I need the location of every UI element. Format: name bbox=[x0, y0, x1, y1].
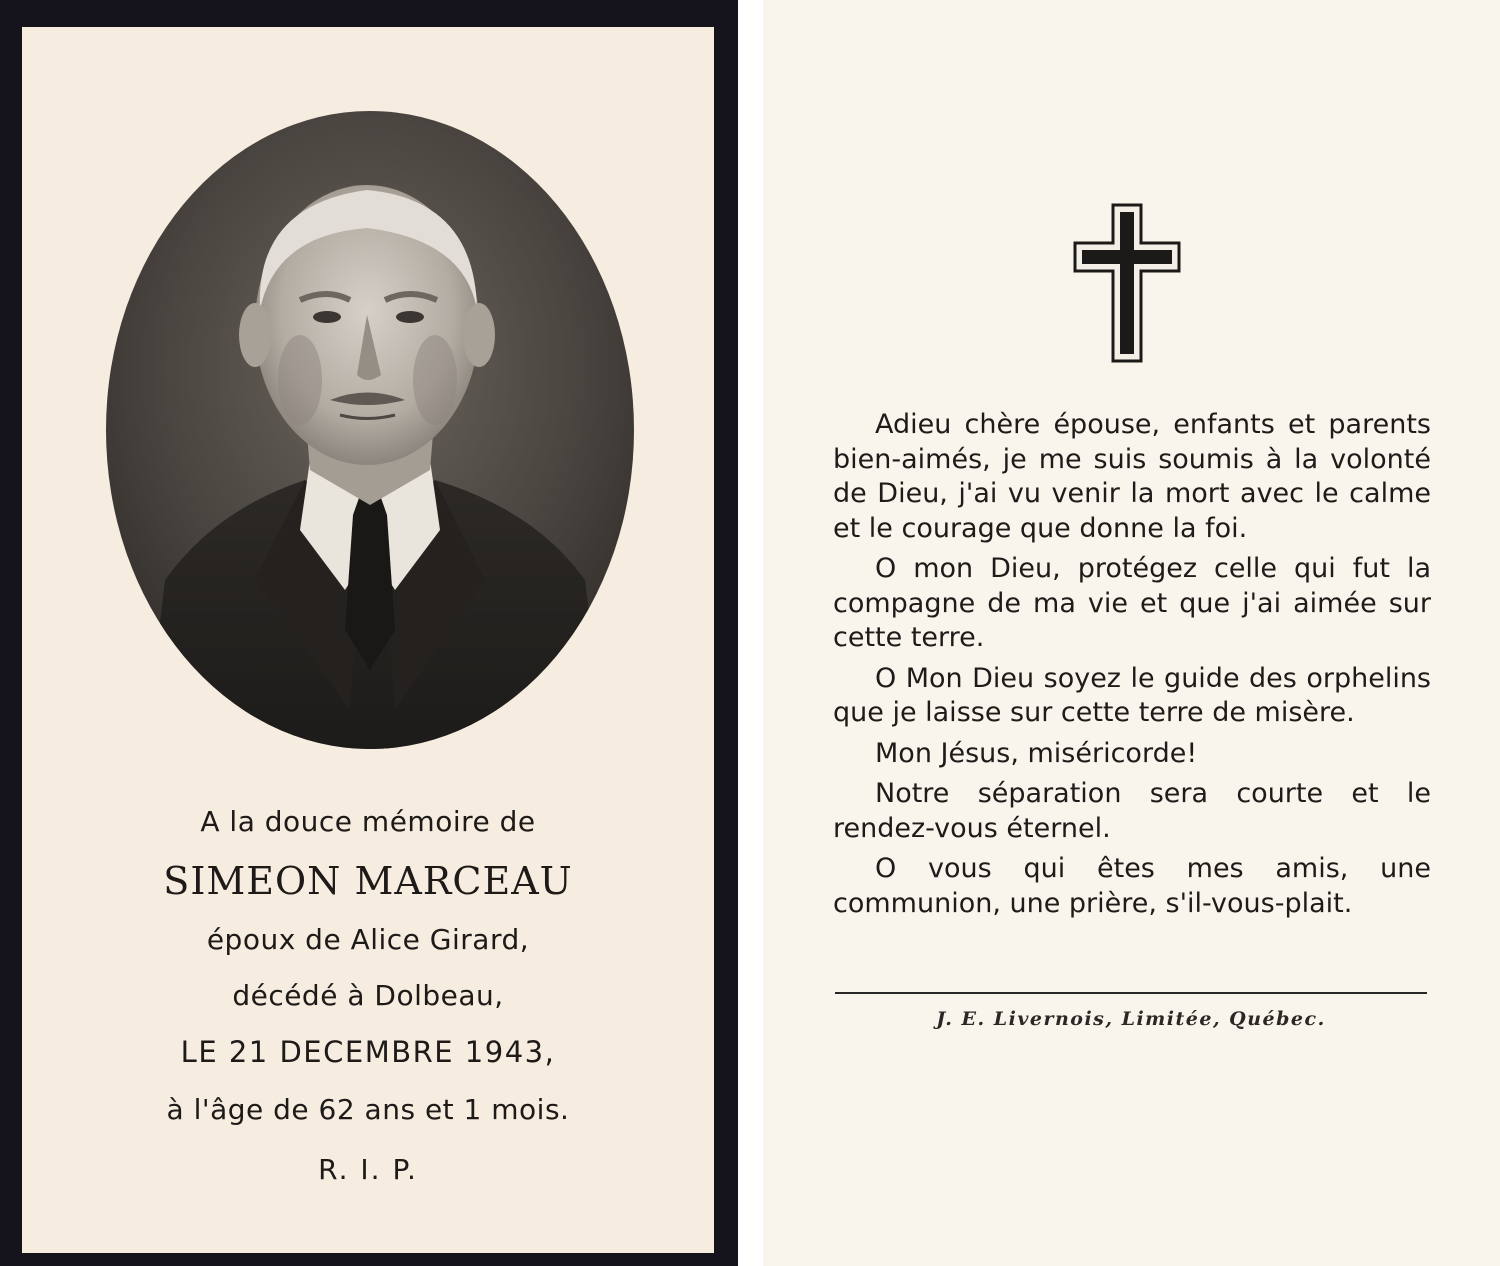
prayer-paragraph: O Mon Dieu soyez le guide des orphelins que je laisse sur cette terre de misère. bbox=[833, 662, 1431, 728]
printer-credit: J. E. Livernois, Limitée, Québec. bbox=[936, 1008, 1326, 1030]
front-card-paper bbox=[22, 27, 714, 1253]
rip-text: R. I. P. bbox=[318, 1153, 418, 1186]
prayer-paragraph: Mon Jésus, miséricorde! bbox=[875, 737, 1198, 769]
death-date: LE 21 DECEMBRE 1943, bbox=[180, 1035, 556, 1069]
death-place: décédé à Dolbeau, bbox=[232, 979, 504, 1012]
portrait-photo bbox=[105, 110, 635, 750]
memorial-intro: A la douce mémoire de bbox=[200, 805, 536, 838]
prayer-text bbox=[833, 408, 1431, 927]
age-at-death: à l'âge de 62 ans et 1 mois. bbox=[166, 1093, 570, 1126]
spouse-line: époux de Alice Girard, bbox=[206, 923, 530, 956]
deceased-name: SIMEON MARCEAU bbox=[163, 859, 573, 903]
front-card bbox=[0, 0, 738, 1266]
prayer-paragraph: Notre séparation sera courte et le rendez-vous éternel. bbox=[833, 778, 1431, 844]
prayer-paragraph: Adieu chère épouse, enfants et parents bien-aimés, je me suis soumis à la volonté de Dieu, j'ai vu venir la mort avec le calme et le courage que donne la foi. bbox=[833, 409, 1431, 544]
prayer-paragraph: O vous qui êtes mes amis, une communion, une prière, s'il-vous-plait. bbox=[833, 853, 1431, 919]
prayer-paragraph: O mon Dieu, protégez celle qui fut la compagne de ma vie et que j'ai aimée sur cette terre. bbox=[833, 553, 1431, 653]
cross-icon bbox=[1073, 203, 1181, 363]
divider-line bbox=[835, 992, 1427, 994]
back-card bbox=[763, 0, 1500, 1266]
